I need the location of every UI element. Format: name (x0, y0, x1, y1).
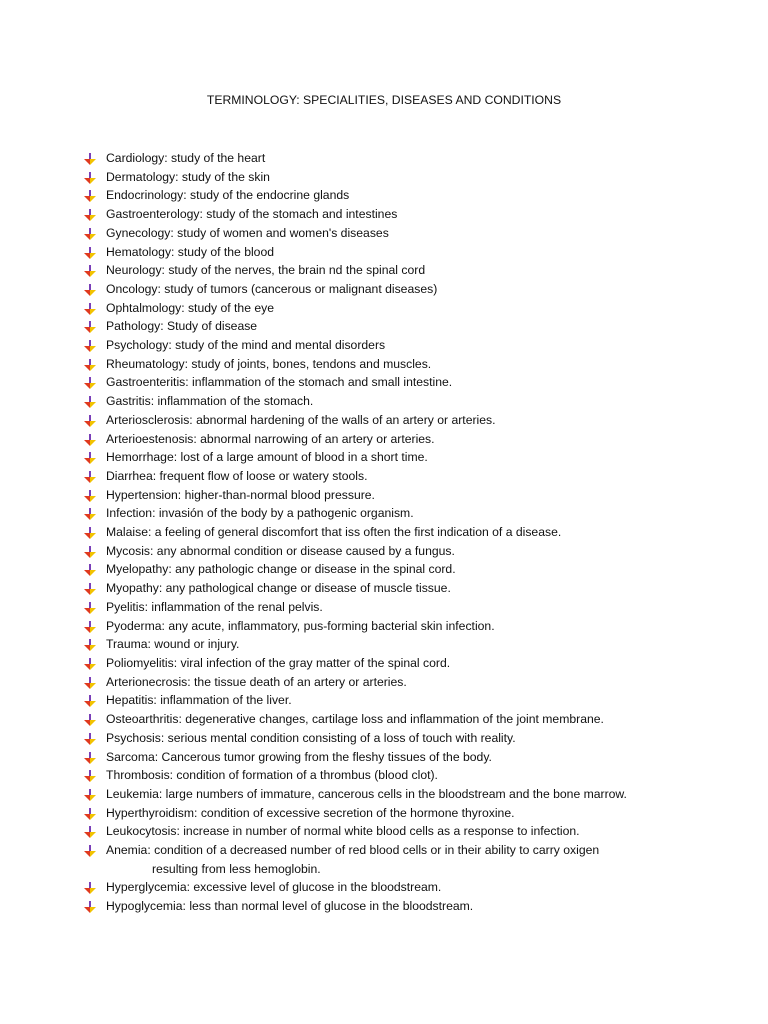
arrow-down-bullet-icon (84, 826, 96, 838)
list-item (80, 373, 760, 392)
arrow-down-bullet-icon (84, 377, 96, 389)
arrow-down-bullet-icon (84, 602, 96, 614)
list-item-text: Myopathy: any pathological change or disease of muscle tissue. (106, 581, 451, 596)
list-item (80, 280, 760, 299)
list-item (80, 710, 760, 729)
arrow-down-bullet-icon (84, 789, 96, 801)
list-item-text: Leukocytosis: increase in number of normal white blood cells as a response to infection. (106, 824, 580, 839)
list-item-text: Arterioestenosis: abnormal narrowing of an artery or arteries. (106, 431, 435, 446)
list-item (80, 766, 760, 785)
list-item-text: Mycosis: any abnormal condition or disease caused by a fungus. (106, 543, 455, 558)
arrow-down-bullet-icon (84, 733, 96, 745)
list-item-text: Hypertension: higher-than-normal blood pressure. (106, 487, 375, 502)
arrow-down-bullet-icon (84, 808, 96, 820)
list-item (80, 355, 760, 374)
list-item (80, 317, 760, 336)
list-item (80, 673, 760, 692)
arrow-down-bullet-icon (84, 396, 96, 408)
list-item-text: Pyoderma: any acute, inflammatory, pus-forming bacterial skin infection. (106, 618, 495, 633)
list-item (80, 448, 760, 467)
arrow-down-bullet-icon (84, 508, 96, 520)
list-item (80, 523, 760, 542)
list-item-text: Hemorrhage: lost of a large amount of blood in a short time. (106, 450, 428, 465)
list-item-text: Psychology: study of the mind and mental disorders (106, 338, 386, 353)
arrow-down-bullet-icon (84, 434, 96, 446)
list-item (80, 467, 760, 486)
arrow-down-bullet-icon (84, 658, 96, 670)
list-item (80, 897, 760, 916)
list-item (80, 822, 760, 841)
terminology-list (80, 149, 760, 916)
list-item (80, 243, 760, 262)
arrow-down-bullet-icon (84, 770, 96, 782)
list-item (80, 261, 760, 280)
arrow-down-bullet-icon (84, 284, 96, 296)
list-item (80, 617, 760, 636)
list-item (80, 205, 760, 224)
list-item-text: Rheumatology: study of joints, bones, tendons and muscles. (106, 356, 432, 371)
list-item (80, 299, 760, 318)
arrow-down-bullet-icon (84, 583, 96, 595)
arrow-down-bullet-icon (84, 471, 96, 483)
list-item-text: Gastritis: inflammation of the stomach. (106, 394, 314, 409)
list-item-text: Osteoarthritis: degenerative changes, cartilage loss and inflammation of the joint membrane. (106, 712, 604, 727)
arrow-down-bullet-icon (84, 415, 96, 427)
list-item (80, 430, 760, 449)
arrow-down-bullet-icon (84, 209, 96, 221)
list-item (80, 878, 760, 897)
list-item-text: Oncology: study of tumors (cancerous or malignant diseases) (106, 281, 438, 296)
arrow-down-bullet-icon (84, 639, 96, 651)
arrow-down-bullet-icon (84, 265, 96, 277)
list-item-text: Psychosis: serious mental condition consisting of a loss of touch with reality. (106, 730, 516, 745)
list-item-text: Hyperthyroidism: condition of excessive secretion of the hormone thyroxine. (106, 805, 515, 820)
arrow-down-bullet-icon (84, 714, 96, 726)
arrow-down-bullet-icon (84, 247, 96, 259)
list-item (80, 841, 760, 878)
list-item-text: Gynecology: study of women and women's diseases (106, 225, 389, 240)
list-item-text: Dermatology: study of the skin (106, 169, 270, 184)
arrow-down-bullet-icon (84, 621, 96, 633)
list-item (80, 149, 760, 168)
list-item (80, 224, 760, 243)
arrow-down-bullet-icon (84, 303, 96, 315)
list-item-text: Anemia: condition of a decreased number of red blood cells or in their ability to carry oxigen (106, 843, 600, 858)
list-item-text: Ophtalmology: study of the eye (106, 300, 275, 315)
list-item (80, 635, 760, 654)
arrow-down-bullet-icon (84, 452, 96, 464)
list-item (80, 748, 760, 767)
list-item (80, 168, 760, 187)
list-item-text: Sarcoma: Cancerous tumor growing from the fleshy tissues of the body. (106, 749, 492, 764)
list-item (80, 729, 760, 748)
arrow-down-bullet-icon (84, 490, 96, 502)
list-item-text: Endocrinology: study of the endocrine glands (106, 188, 350, 203)
arrow-down-bullet-icon (84, 527, 96, 539)
list-item-text: Trauma: wound or injury. (106, 637, 240, 652)
list-item (80, 411, 760, 430)
list-item-text: Leukemia: large numbers of immature, cancerous cells in the bloodstream and the bone marrow. (106, 786, 627, 801)
list-item (80, 486, 760, 505)
list-item-text: Hyperglycemia: excessive level of glucose in the bloodstream. (106, 880, 442, 895)
list-item (80, 804, 760, 823)
list-item (80, 785, 760, 804)
list-item-text: Cardiology: study of the heart (106, 151, 266, 165)
list-item-text: Hypoglycemia: less than normal level of glucose in the bloodstream. (106, 899, 474, 914)
arrow-down-bullet-icon (84, 564, 96, 576)
list-item (80, 654, 760, 673)
list-item (80, 560, 760, 579)
list-item (80, 579, 760, 598)
list-item-text: Neurology: study of the nerves, the brain nd the spinal cord (106, 263, 426, 278)
arrow-down-bullet-icon (84, 153, 96, 165)
list-item (80, 186, 760, 205)
list-item-text: Myelopathy: any pathologic change or disease in the spinal cord. (106, 562, 456, 577)
list-item (80, 542, 760, 561)
arrow-down-bullet-icon (84, 190, 96, 202)
list-item (80, 691, 760, 710)
arrow-down-bullet-icon (84, 677, 96, 689)
list-item-text: Malaise: a feeling of general discomfort that iss often the first indication of a disease. (106, 525, 562, 540)
list-item (80, 336, 760, 355)
arrow-down-bullet-icon (84, 845, 96, 857)
list-item-text: Pyelitis: inflammation of the renal pelvis. (106, 599, 323, 614)
arrow-down-bullet-icon (84, 172, 96, 184)
list-item (80, 392, 760, 411)
arrow-down-bullet-icon (84, 359, 96, 371)
list-item-text: Diarrhea: frequent flow of loose or watery stools. (106, 468, 368, 483)
arrow-down-bullet-icon (84, 546, 96, 558)
arrow-down-bullet-icon (84, 321, 96, 333)
document-title: TERMINOLOGY: SPECIALITIES, DISEASES AND CONDITIONS (206, 93, 562, 107)
list-item-text: Pathology: Study of disease (106, 319, 258, 334)
arrow-down-bullet-icon (84, 901, 96, 913)
list-item-text: Thrombosis: condition of formation of a thrombus (blood clot). (106, 768, 438, 783)
list-item (80, 504, 760, 523)
list-item-text: Hematology: study of the blood (106, 244, 275, 259)
list-item-text: Arteriosclerosis: abnormal hardening of the walls of an artery or arteries. (106, 412, 496, 427)
list-item-text: Poliomyelitis: viral infection of the gray matter of the spinal cord. (106, 655, 451, 670)
list-item-text: Hepatitis: inflammation of the liver. (106, 693, 292, 708)
list-item-continuation: resulting from less hemoglobin. (152, 861, 321, 876)
list-item-text: Gastroenteritis: inflammation of the stomach and small intestine. (106, 375, 453, 390)
arrow-down-bullet-icon (84, 340, 96, 352)
arrow-down-bullet-icon (84, 752, 96, 764)
list-item-text: Infection: invasión of the body by a pathogenic organism. (106, 506, 414, 521)
arrow-down-bullet-icon (84, 695, 96, 707)
list-item-text: Gastroenterology: study of the stomach and intestines (106, 207, 398, 222)
arrow-down-bullet-icon (84, 228, 96, 240)
arrow-down-bullet-icon (84, 882, 96, 894)
list-item-text: Arterionecrosis: the tissue death of an artery or arteries. (106, 674, 407, 689)
list-item (80, 598, 760, 617)
